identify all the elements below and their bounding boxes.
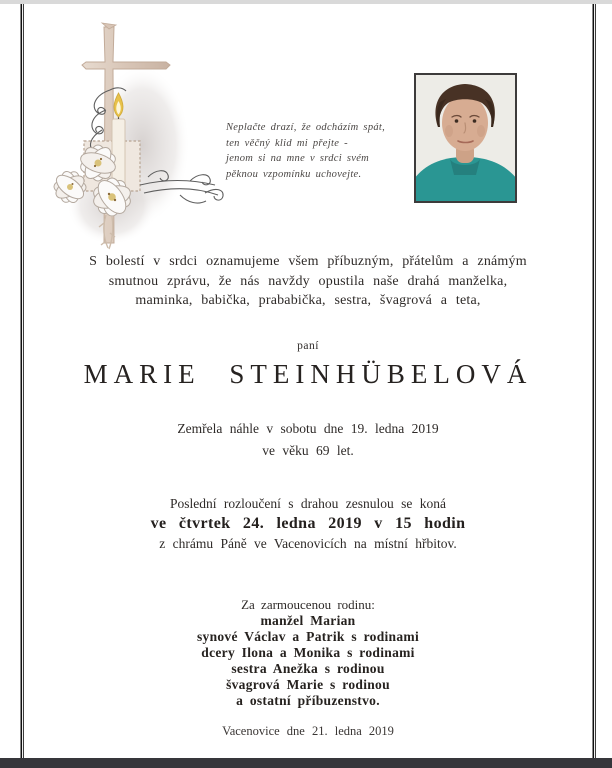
family-member: a ostatní příbuzenstvo. [236, 693, 380, 708]
deceased-portrait-photo [414, 73, 517, 203]
notice-content [24, 4, 592, 758]
family-member: manžel Marian [260, 613, 356, 628]
deceased-name: MARIE STEINHÜBELOVÁ [83, 359, 533, 389]
funeral-place-line: z chrámu Páně ve Vacenovicích na místní hřbitov. [159, 536, 457, 551]
death-info-line: Zemřela náhle v sobotu dne 19. ledna 2019 [177, 421, 439, 436]
funeral-intro-line: Poslední rozloučení s drahou zesnulou se koná [170, 496, 446, 511]
honorific: paní [297, 340, 319, 352]
poem-line: ten věčný klid mi přejte - [226, 137, 348, 149]
family-member: sestra Anežka s rodinou [231, 661, 385, 676]
mourning-family [24, 596, 592, 709]
cross-candle-lilies-icon [40, 15, 225, 250]
death-info-line: ve věku 69 let. [262, 443, 354, 458]
place-and-date: Vacenovice dne 21. ledna 2019 [222, 724, 394, 738]
poem [226, 120, 426, 182]
poem-line: pěknou vzpomínku uchovejte. [226, 168, 362, 180]
family-member: synové Václav a Patrik s rodinami [196, 629, 420, 644]
announcement [24, 252, 592, 311]
funeral-info [24, 495, 592, 553]
announcement-line: smutnou zprávu, že nás navždy opustila naše drahá manželka, [108, 273, 508, 289]
death-info [24, 418, 592, 462]
poem-line: jenom si na mne v srdci svém [226, 153, 370, 164]
page-frame-right [592, 4, 596, 758]
family-member: dcery Ilona a Monika s rodinami [201, 645, 415, 660]
page-frame-bottom [0, 758, 612, 768]
announcement-line: S bolestí v srdci oznamujeme všem příbuzným, přátelům a známým [89, 254, 527, 269]
family-intro: Za zarmoucenou rodinu: [241, 597, 375, 612]
funeral-datetime-line: ve čtvrtek 24. ledna 2019 v 15 hodin [150, 515, 466, 532]
announcement-line: maminka, babička, prababička, sestra, švagrová a teta, [135, 293, 481, 308]
poem-line: Neplačte drazí, že odcházím spát, [226, 122, 386, 133]
family-member: švagrová Marie s rodinou [226, 677, 390, 692]
